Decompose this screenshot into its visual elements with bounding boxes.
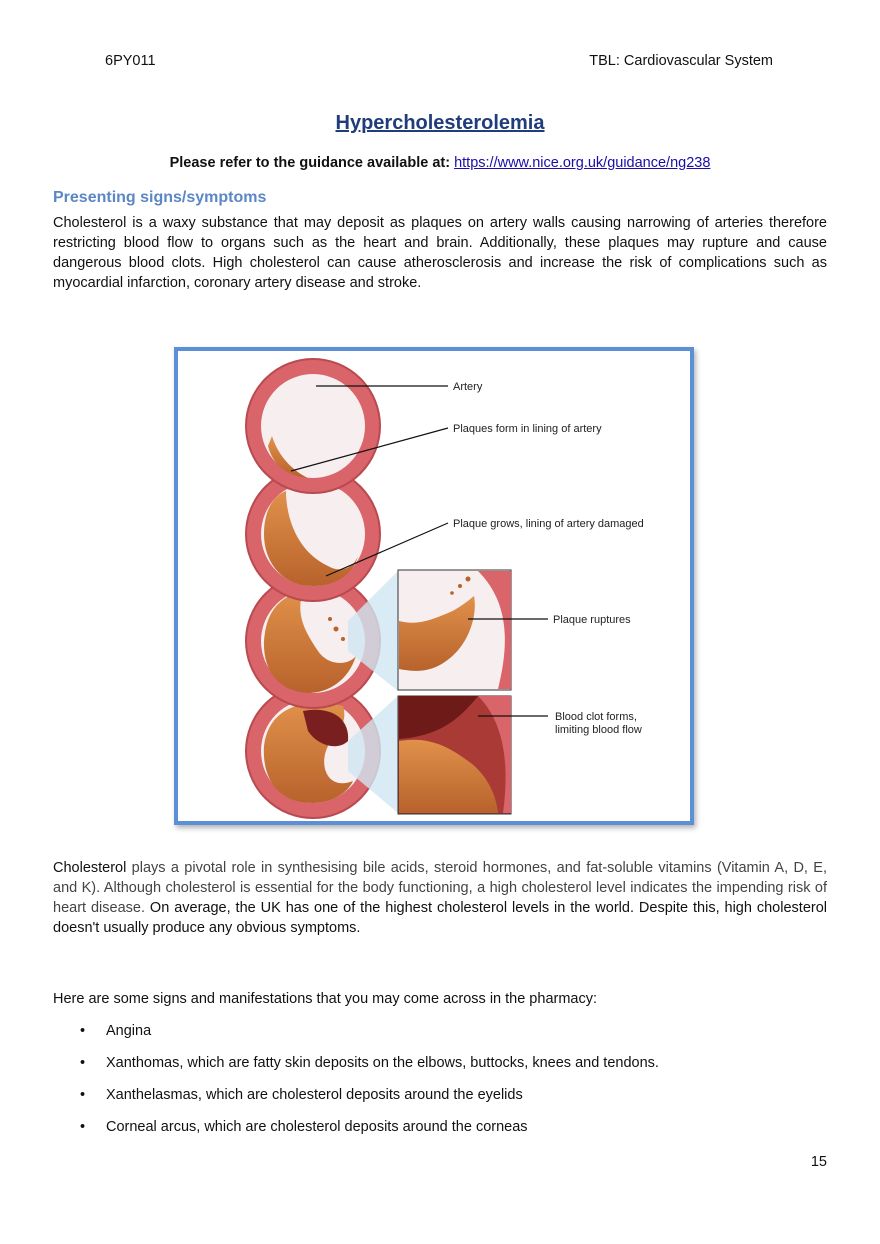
bullet-icon: • [80, 1087, 86, 1103]
list-item [80, 1117, 659, 1149]
cholesterol-role-paragraph [53, 858, 827, 938]
page-title: Hypercholesterolemia [335, 112, 545, 134]
bullet-icon: • [80, 1119, 86, 1135]
list-item-text: Xanthelasmas, which are cholesterol deposits around the eyelids [106, 1087, 523, 1103]
page-number: 15 [810, 1154, 827, 1170]
label-plaque-ruptures: Plaque ruptures [553, 614, 631, 626]
list-item [80, 1021, 659, 1053]
para2-part2: plays a pivotal role in synthesising bile acids, steroid hormones, and fat-soluble vitamins (Vitamin A, D, E, and K). Although cholesterol is essential for the body functioning, a high cholesterol level indicates the impending risk of heart disease. [53, 860, 827, 916]
header-course-code: 6PY011 [105, 53, 156, 69]
artery-diagram [178, 351, 690, 821]
guidance-link[interactable]: https://www.nice.org.uk/guidance/ng238 [454, 155, 711, 171]
signs-intro-paragraph: Here are some signs and manifestations that you may come across in the pharmacy: [53, 991, 598, 1007]
list-item [80, 1085, 659, 1117]
list-item [80, 1053, 659, 1085]
guidance-prefix: Please refer to the guidance available at: [169, 155, 451, 171]
para2-part3: On average, the UK has one of the highest cholesterol levels in the world. Despite this, high cholesterol doesn't usually produce any obvious symptoms. [53, 900, 827, 936]
label-clot-line2: limiting blood flow [555, 724, 642, 736]
label-clot-line1: Blood clot forms, [555, 711, 637, 723]
label-plaque-grows: Plaque grows, lining of artery damaged [453, 518, 644, 530]
zoom-box-clot [348, 696, 511, 814]
section-heading: Presenting signs/symptoms [53, 189, 267, 206]
list-item-text: Xanthomas, which are fatty skin deposits on the elbows, buttocks, knees and tendons. [106, 1055, 659, 1071]
list-item-text: Corneal arcus, which are cholesterol deposits around the corneas [106, 1119, 528, 1135]
label-artery: Artery [453, 381, 483, 393]
para2-part1: Cholesterol [53, 860, 127, 876]
bullet-icon: • [80, 1055, 86, 1071]
label-plaques-form: Plaques form in lining of artery [453, 423, 602, 435]
intro-paragraph: Cholesterol is a waxy substance that may deposit as plaques on artery walls causing narrowing of arteries therefore restricting blood flow to organs such as the heart and brain. Additionally, these plaques may rupture and cause dangerous blood clots. High cholesterol can cause atherosclerosis and increase the risk of complications such as myocardial infarction, coronary artery disease and stroke. [53, 215, 827, 291]
signs-list [80, 1021, 659, 1149]
header-module-title: TBL: Cardiovascular System [589, 53, 773, 69]
artery-ring-plaque-forms [246, 359, 380, 493]
list-item-text: Angina [106, 1023, 152, 1039]
artery-plaque-figure [174, 347, 694, 825]
guidance-line [0, 155, 880, 171]
bullet-icon: • [80, 1023, 86, 1039]
